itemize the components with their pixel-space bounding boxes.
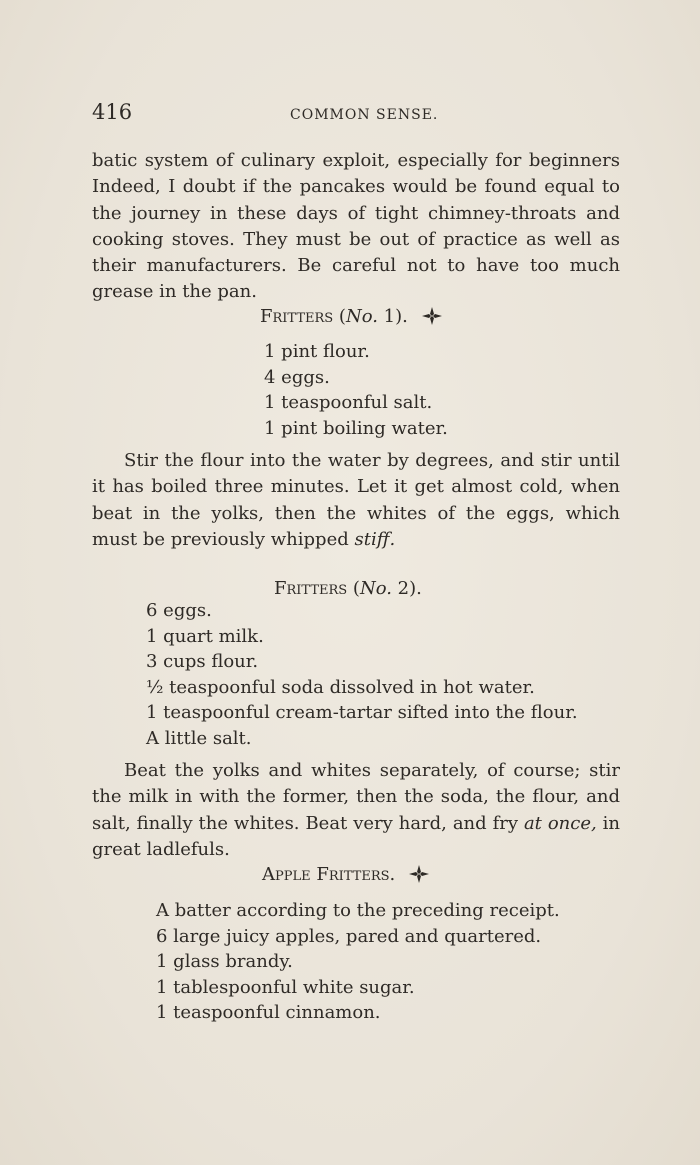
- ingredient-item: 1 teaspoonful cream-tartar sifted into the flour.: [146, 702, 578, 723]
- ingredient-item: 1 teaspoonful salt.: [264, 392, 433, 413]
- ingredient-list-fritters-1: [264, 339, 448, 441]
- ingredient-item: 6 eggs.: [146, 600, 212, 621]
- directions-fritters-2: Beat the yolks and whites separately, of course; stir the milk in with the former, then the soda, the flour, and salt, finally the whites. Beat very hard, and fry at once, in great ladlefuls.: [92, 760, 621, 860]
- ingredient-item: 1 tablespoonful white sugar.: [156, 976, 415, 998]
- ingredient-item: 1 pint flour.: [264, 341, 370, 362]
- page-header: [92, 100, 620, 130]
- ingredient-item: 1 pint boiling water.: [264, 417, 448, 439]
- ingredient-item: 4 eggs.: [264, 366, 330, 388]
- maltese-cross-icon: [409, 865, 429, 883]
- ingredient-list-fritters-2: [146, 598, 578, 751]
- running-head: COMMON SENSE.: [290, 107, 439, 123]
- recipe-title-fritters-1: Fritters (No. 1).: [260, 306, 442, 327]
- ingredient-item: 3 cups flour.: [146, 651, 259, 672]
- ingredient-item: 1 quart milk.: [146, 625, 264, 647]
- ingredient-item: 1 glass brandy.: [156, 951, 293, 972]
- page-number: 416: [92, 100, 133, 124]
- ingredient-item: A batter according to the preceding receipt.: [156, 900, 560, 921]
- directions-fritters-1: Stir the flour into the water by degrees, and stir until it has boiled three minutes. Let it get almost cold, when beat in the yolks, then the whites of the eggs, which must be previously whipped stiff.: [92, 450, 620, 550]
- recipe-title-fritters-2: Fritters (No. 2).: [274, 578, 422, 599]
- recipe-title-apple-fritters: Apple Fritters.: [262, 864, 429, 885]
- maltese-cross-icon: [422, 307, 442, 325]
- ingredient-item: 6 large juicy apples, pared and quartered.: [156, 925, 542, 947]
- ingredient-item: ½ teaspoonful soda dissolved in hot water.: [146, 676, 535, 698]
- ingredient-item: A little salt.: [146, 727, 252, 749]
- ingredient-list-apple-fritters: [156, 898, 560, 1026]
- ingredient-item: 1 teaspoonful cinnamon.: [156, 1002, 381, 1023]
- continuation-paragraph: batic system of culinary exploit, especially for beginners Indeed, I doubt if the pancakes would be found equal to the journey in these days of tight chimney-throats and cooking stoves. They must be out of practice as well as their manufacturers. Be careful not to have too much grease in the pan.: [92, 150, 620, 303]
